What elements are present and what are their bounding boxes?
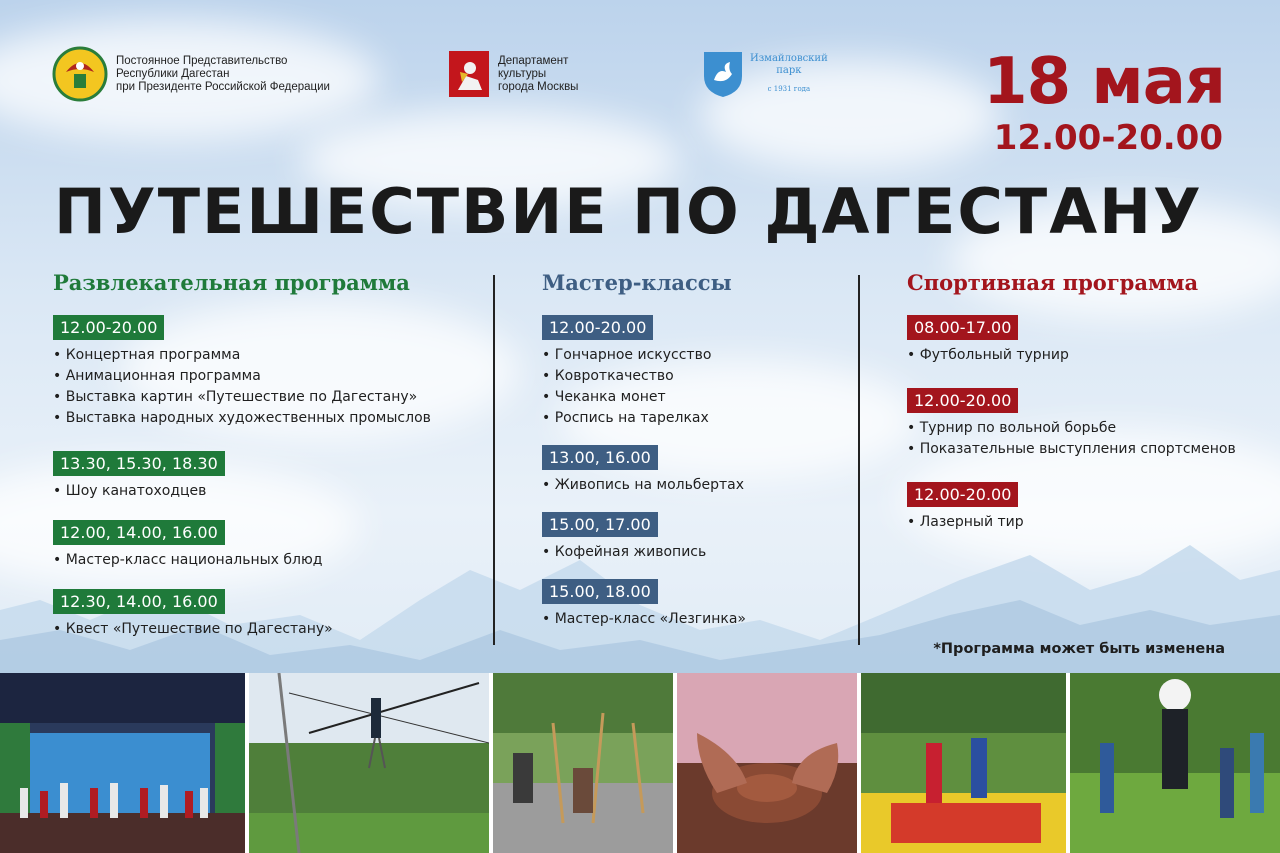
time-badge: 08.00-17.00 [907, 315, 1018, 340]
program-item: • Мастер-класс национальных блюд [53, 550, 431, 571]
easel-painting-photo [493, 673, 673, 853]
entertainment-program-column [53, 270, 431, 656]
program-item: • Роспись на тарелках [542, 408, 746, 429]
tightrope-walker-photo [249, 673, 489, 853]
program-item: • Квест «Путешествие по Дагестану» [53, 619, 431, 640]
sports-program-title: Спортивная программа [907, 270, 1199, 295]
time-badge: 13.30, 15.30, 18.30 [53, 451, 225, 476]
program-item: • Ковроткачество [542, 366, 746, 387]
sports-program-column [907, 270, 1236, 549]
moscow-logo-line-1: Департамент [498, 54, 569, 67]
program-item: • Чеканка монет [542, 387, 746, 408]
program-block [542, 512, 746, 563]
program-item: • Выставка народных художественных промыслов [53, 408, 431, 429]
program-change-note: *Программа может быть изменена [933, 641, 1225, 657]
program-item: • Живопись на мольбертах [542, 475, 746, 496]
program-item: • Показательные выступления спортсменов [907, 439, 1236, 460]
izmailovsky-logo-since: с 1931 года [767, 85, 811, 93]
event-time: 12.00-20.00 [993, 118, 1223, 158]
masterclasses-title: Мастер-классы [542, 270, 732, 295]
dagestan-representation-logo [52, 44, 330, 104]
program-block [907, 482, 1236, 533]
column-divider-2 [858, 275, 860, 645]
moscow-logo-line-3: города Москвы [498, 80, 579, 93]
program-item: • Футбольный турнир [907, 345, 1236, 366]
photo-strip [0, 673, 1280, 853]
program-block [53, 315, 431, 429]
program-item: • Лазерный тир [907, 512, 1236, 533]
dagestan-logo-line-1: Постоянное Представительство [116, 54, 288, 67]
program-block [53, 451, 431, 502]
izmailovsky-logo-name-line-1: Измайловский [750, 53, 828, 64]
izmailovsky-park-logo [702, 50, 828, 98]
time-badge: 13.00, 16.00 [542, 445, 658, 470]
time-badge: 12.00-20.00 [542, 315, 653, 340]
program-block [542, 579, 746, 630]
program-item: • Выставка картин «Путешествие по Дагестану» [53, 387, 431, 408]
izmailovsky-swan-shield-icon [702, 50, 744, 98]
program-block [907, 388, 1236, 460]
event-date: 18 мая [983, 45, 1225, 119]
column-divider-1 [493, 275, 495, 645]
masterclasses-column [542, 270, 746, 646]
program-item: • Шоу канатоходцев [53, 481, 431, 502]
page-title: ПУТЕШЕСТВИЕ ПО ДАГЕСТАНУ [54, 175, 1203, 248]
dagestan-logo-line-3: при Президенте Российской Федерации [116, 80, 330, 93]
entertainment-program-title: Развлекательная программа [53, 270, 410, 295]
moscow-coat-of-arms-icon [448, 50, 490, 98]
time-badge: 12.30, 14.00, 16.00 [53, 589, 225, 614]
moscow-culture-logo [448, 50, 578, 98]
time-badge: 15.00, 18.00 [542, 579, 658, 604]
program-block [53, 589, 431, 640]
pottery-wheel-photo [677, 673, 857, 853]
wrestling-photo [861, 673, 1066, 853]
concert-stage-photo [0, 673, 245, 853]
dagestan-logo-line-2: Республики Дагестан [116, 67, 230, 80]
program-item: • Мастер-класс «Лезгинка» [542, 609, 746, 630]
program-block [907, 315, 1236, 366]
program-block [542, 315, 746, 429]
moscow-logo-line-2: культуры [498, 67, 547, 80]
time-badge: 12.00-20.00 [53, 315, 164, 340]
program-block [53, 520, 431, 571]
program-item: • Турнир по вольной борьбе [907, 418, 1236, 439]
program-item: • Анимационная программа [53, 366, 431, 387]
program-block [542, 445, 746, 496]
program-item: • Гончарное искусство [542, 345, 746, 366]
izmailovsky-logo-name-line-2: парк [776, 65, 802, 76]
time-badge: 15.00, 17.00 [542, 512, 658, 537]
dagestan-emblem-icon [52, 44, 108, 104]
program-item: • Концертная программа [53, 345, 431, 366]
time-badge: 12.00-20.00 [907, 388, 1018, 413]
time-badge: 12.00, 14.00, 16.00 [53, 520, 225, 545]
time-badge: 12.00-20.00 [907, 482, 1018, 507]
program-item: • Кофейная живопись [542, 542, 746, 563]
costumed-performer-with-children-photo [1070, 673, 1280, 853]
